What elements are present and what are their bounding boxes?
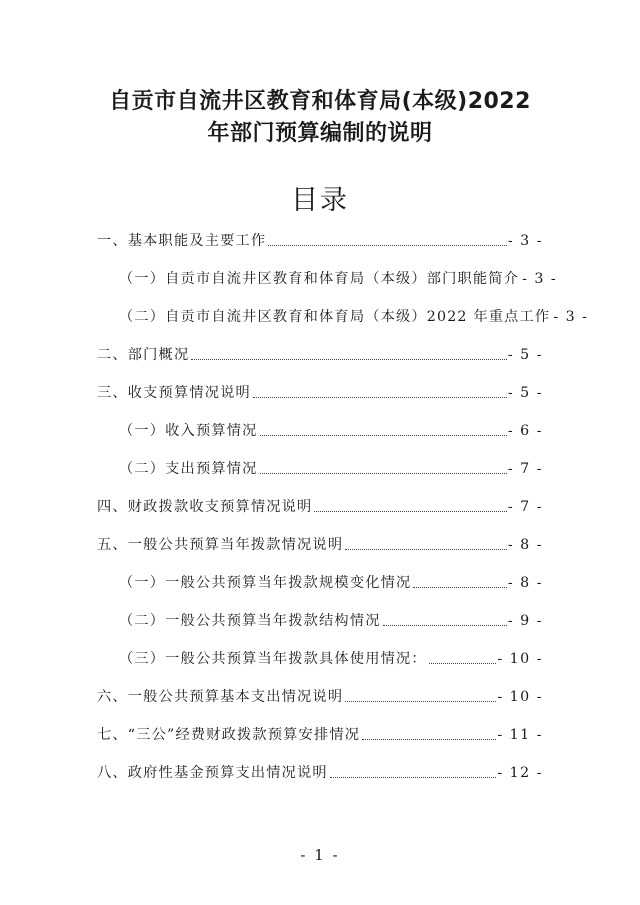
toc-entry[interactable] bbox=[119, 264, 558, 288]
toc-entry-page: - 3 - bbox=[553, 309, 589, 325]
toc-entry-page: - 11 - bbox=[497, 727, 543, 743]
toc-entry-text: （一）收入预算情况 bbox=[119, 423, 258, 439]
toc-entry-page: - 7 - bbox=[507, 461, 543, 477]
toc-entry-page: - 6 - bbox=[507, 423, 543, 439]
toc-leader-dots bbox=[383, 625, 507, 626]
toc-entry-text: 五、一般公共预算当年拨款情况说明 bbox=[97, 537, 344, 553]
toc-entry[interactable] bbox=[119, 606, 543, 630]
toc-entry-text: （二）支出预算情况 bbox=[119, 461, 258, 477]
toc-entry-text: 二、部门概况 bbox=[97, 347, 190, 363]
toc-entry[interactable] bbox=[119, 416, 543, 440]
document-title-line-2: 年部门预算编制的说明 bbox=[207, 121, 433, 146]
toc-entry[interactable] bbox=[119, 644, 543, 668]
toc-leader-dots bbox=[260, 435, 507, 436]
toc-entry[interactable] bbox=[119, 454, 543, 478]
toc-leader-dots bbox=[314, 511, 506, 512]
toc-entry[interactable] bbox=[97, 226, 543, 250]
toc-entry[interactable] bbox=[97, 378, 543, 402]
toc-entry-text: 六、一般公共预算基本支出情况说明 bbox=[97, 689, 344, 705]
toc-leader-dots bbox=[253, 397, 507, 398]
toc-entry[interactable] bbox=[97, 530, 543, 554]
page-number: - 1 - bbox=[300, 846, 340, 864]
toc-entry[interactable] bbox=[97, 682, 543, 706]
toc-entry-page: - 10 - bbox=[497, 689, 543, 705]
toc-entry-text: 一、基本职能及主要工作 bbox=[97, 233, 267, 249]
toc-entry-page: - 3 - bbox=[522, 271, 558, 287]
toc-entry-text: （二）一般公共预算当年拨款结构情况 bbox=[119, 613, 381, 629]
toc-entry-text: （一）自贡市自流井区教育和体育局（本级）部门职能简介 bbox=[119, 271, 520, 287]
toc-entry-text: 三、收支预算情况说明 bbox=[97, 385, 251, 401]
document-title-line-1: 自贡市自流井区教育和体育局(本级)2022 bbox=[109, 89, 531, 114]
toc-leader-dots bbox=[260, 473, 507, 474]
toc-entry-page: - 12 - bbox=[497, 765, 543, 781]
toc-entry-text: （一）一般公共预算当年拨款规模变化情况 bbox=[119, 575, 412, 591]
toc-entry-page: - 5 - bbox=[507, 347, 543, 363]
toc-leader-dots bbox=[362, 739, 496, 740]
toc-entry-text: （三）一般公共预算当年拨款具体使用情况： bbox=[119, 651, 427, 667]
toc-entry-page: - 9 - bbox=[507, 613, 543, 629]
toc-entry-page: - 8 - bbox=[507, 575, 543, 591]
toc-leader-dots bbox=[268, 245, 507, 246]
toc-entry-page: - 7 - bbox=[507, 499, 543, 515]
toc-entry-page: - 5 - bbox=[507, 385, 543, 401]
toc-entry[interactable] bbox=[97, 340, 543, 364]
toc-entry[interactable] bbox=[119, 568, 543, 592]
toc-entry-text: （二）自贡市自流井区教育和体育局（本级）2022 年重点工作 bbox=[119, 309, 551, 325]
toc-leader-dots bbox=[413, 587, 506, 588]
toc-entry-page: - 8 - bbox=[507, 537, 543, 553]
toc-entry[interactable] bbox=[97, 720, 543, 744]
toc-entry[interactable] bbox=[97, 758, 543, 782]
toc-entry-text: 四、财政拨款收支预算情况说明 bbox=[97, 499, 313, 515]
toc-leader-dots bbox=[429, 663, 497, 664]
toc-entry[interactable] bbox=[97, 492, 543, 516]
toc-entry[interactable] bbox=[119, 302, 589, 326]
toc-entry-page: - 10 - bbox=[497, 651, 543, 667]
toc-leader-dots bbox=[345, 701, 496, 702]
toc-leader-dots bbox=[345, 549, 507, 550]
toc-entry-text: 七、“三公”经费财政拨款预算安排情况 bbox=[97, 727, 361, 743]
toc-entry-text: 八、政府性基金预算支出情况说明 bbox=[97, 765, 328, 781]
toc-leader-dots bbox=[191, 359, 507, 360]
toc-leader-dots bbox=[330, 777, 497, 778]
toc-entry-page: - 3 - bbox=[507, 233, 543, 249]
toc-heading: 目录 bbox=[291, 185, 349, 216]
